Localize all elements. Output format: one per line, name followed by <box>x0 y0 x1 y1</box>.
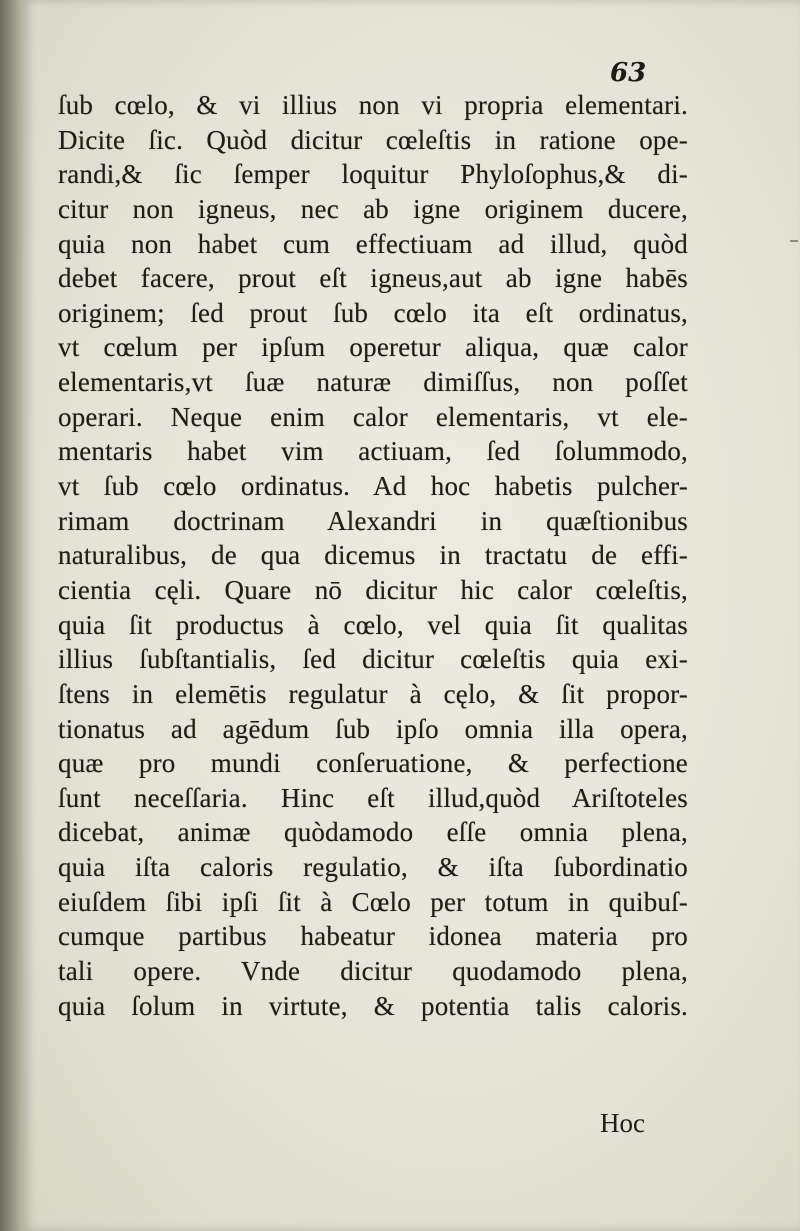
text-line: debet facere, prout eſt igneus,aut ab igne habēs <box>58 263 688 294</box>
text-line: naturalibus, de qua dicemus in tractatu de effi- <box>58 540 688 571</box>
page-number: 63 <box>610 58 647 88</box>
text-line: quia ſit productus à cœlo, vel quia ſit qualitas <box>58 609 688 640</box>
text-line: quia iſta caloris regulatio, & iſta ſubordinatio <box>58 852 688 883</box>
text-line: cumque partibus habeatur idonea materia pro <box>58 921 688 952</box>
catchword: Hoc <box>600 1108 645 1138</box>
text-line: quia ſolum in virtute, & potentia talis caloris. <box>58 990 688 1021</box>
text-line: tali opere. Vnde dicitur quodamodo plena, <box>58 956 688 987</box>
text-line: dicebat, animæ quòdamodo eſſe omnia plena, <box>58 817 688 848</box>
text-line: illius ſubſtantialis, ſed dicitur cœleſtis quia exi- <box>58 644 688 675</box>
book-page <box>22 0 800 1231</box>
body-text <box>58 88 688 1023</box>
text-line: eiuſdem ſibi ipſi ſit à Cœlo per totum in quibuſ- <box>58 886 688 917</box>
book-binding <box>0 0 22 1231</box>
text-line: quæ pro mundi conſeruatione, & perfectione <box>58 748 688 779</box>
margin-mark <box>790 240 798 242</box>
text-line: operari. Neque enim calor elementaris, vt ele- <box>58 401 688 432</box>
text-line: randi,& ſic ſemper loquitur Phyloſophus,& di- <box>58 159 688 190</box>
text-line: Dicite ſic. Quòd dicitur cœleſtis in ratione ope- <box>58 124 688 155</box>
text-line: rimam doctrinam Alexandri in quæſtionibus <box>58 505 688 536</box>
text-line: ſunt neceſſaria. Hinc eſt illud,quòd Ariſtoteles <box>58 782 688 813</box>
text-line: cientia cęli. Quare nō dicitur hic calor cœleſtis, <box>58 574 688 605</box>
text-line: vt ſub cœlo ordinatus. Ad hoc habetis pulcher- <box>58 471 688 502</box>
text-line: ſtens in elemētis regulatur à cęlo, & ſit propor- <box>58 678 688 709</box>
text-line: citur non igneus, nec ab igne originem ducere, <box>58 193 688 224</box>
text-line: elementaris,vt ſuæ naturæ dimiſſus, non poſſet <box>58 367 688 398</box>
text-line: tionatus ad agēdum ſub ipſo omnia illa opera, <box>58 713 688 744</box>
text-line: quia non habet cum effectiuam ad illud, quòd <box>58 228 688 259</box>
text-line: originem; ſed prout ſub cœlo ita eſt ordinatus, <box>58 297 688 328</box>
text-line: ſub cœlo, & vi illius non vi propria elementari. <box>58 90 688 120</box>
text-line: mentaris habet vim actiuam, ſed ſolummodo, <box>58 436 688 467</box>
text-line: vt cœlum per ipſum operetur aliqua, quæ calor <box>58 332 688 363</box>
